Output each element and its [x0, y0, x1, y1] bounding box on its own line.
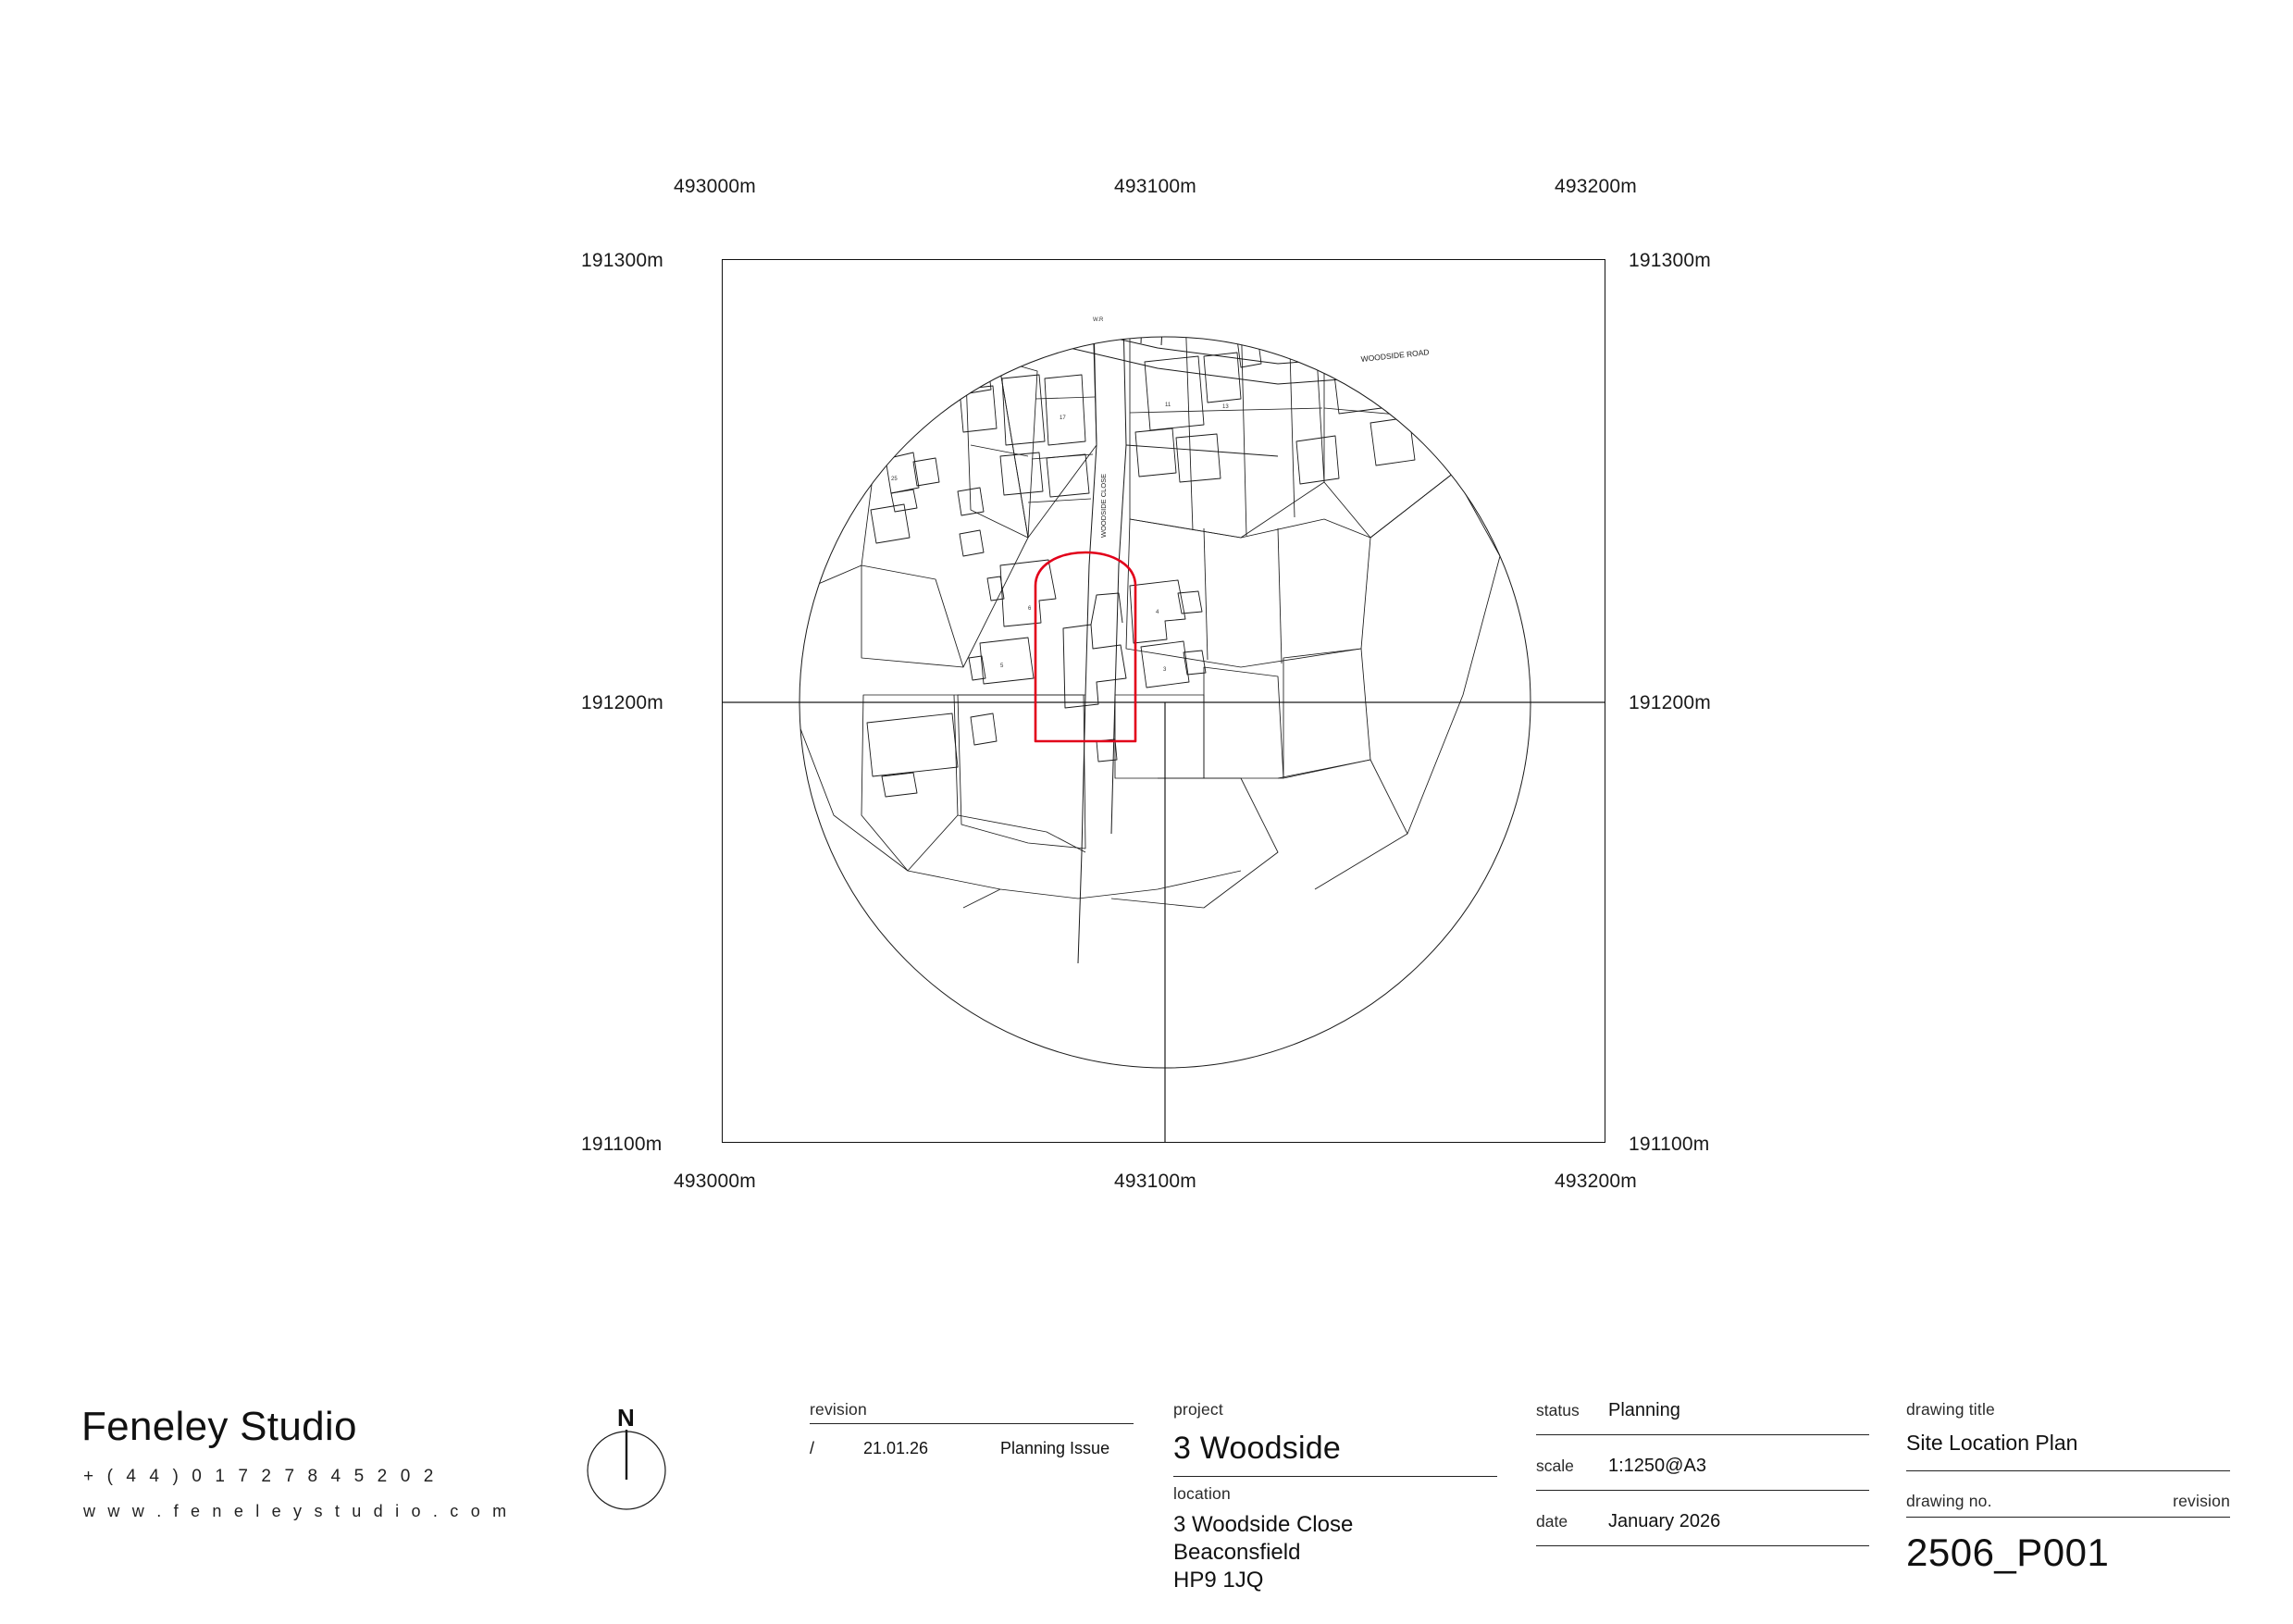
map-plot-number: 6: [1028, 606, 1032, 612]
location-line-2: Beaconsfield: [1173, 1540, 1301, 1565]
site-location-map: [555, 176, 1786, 1240]
grid-label-left-1: 191300m: [581, 250, 663, 271]
map-drawing: [723, 260, 1605, 1142]
drawing-revision-label: revision: [2173, 1492, 2230, 1510]
revision-description: Planning Issue: [1000, 1439, 1110, 1457]
location-label: location: [1173, 1484, 1231, 1503]
map-plot-number: 4: [1156, 610, 1159, 615]
map-plot-number: 13: [1222, 404, 1229, 410]
map-content: [787, 277, 1556, 963]
drawing-title-rule: [1906, 1470, 2230, 1471]
date-value: January 2026: [1608, 1511, 1721, 1531]
status-row: [1536, 1400, 1869, 1421]
grid-label-right-3: 191100m: [1629, 1134, 1710, 1155]
date-row: [1536, 1511, 1869, 1532]
practice-website: w w w . f e n e l e y s t u d i o . c o m: [83, 1502, 511, 1520]
map-plot-number: 3: [1163, 667, 1167, 673]
project-label: project: [1173, 1400, 1223, 1419]
revision-row: [810, 1439, 1134, 1458]
grid-label-top-1: 493000m: [674, 176, 756, 197]
drawing-number-value: 2506_P001: [1906, 1531, 2110, 1574]
map-plot-number: 11: [1165, 403, 1171, 408]
map-plot-number: W.R: [1093, 317, 1104, 323]
revision-label: revision: [810, 1400, 867, 1419]
project-rule: [1173, 1476, 1497, 1477]
map-label-woodside-road: WOODSIDE ROAD: [1360, 347, 1430, 364]
map-plot-number: 5: [1000, 663, 1004, 669]
grid-label-bottom-1: 493000m: [674, 1171, 756, 1192]
scale-row: [1536, 1456, 1869, 1477]
grid-label-left-2: 191200m: [581, 692, 663, 713]
grid-label-left-3: 191100m: [581, 1134, 663, 1155]
status-column: [1536, 1400, 1869, 1546]
map-plot-number: 17: [1060, 415, 1066, 421]
status-value: Planning: [1608, 1400, 1680, 1420]
revision-date: 21.01.26: [863, 1439, 929, 1457]
practice-phone: + ( 4 4 ) 0 1 7 2 7 8 4 5 2 0 2: [83, 1467, 438, 1486]
revision-number: /: [810, 1439, 815, 1457]
status-rule: [1536, 1434, 1869, 1435]
practice-name: Feneley Studio: [81, 1404, 357, 1449]
grid-label-right-2: 191200m: [1629, 692, 1711, 713]
drawing-title-label: drawing title: [1906, 1400, 1995, 1419]
grid-label-top-3: 493200m: [1555, 176, 1637, 197]
north-arrow-letter: N: [617, 1404, 635, 1432]
scale-rule: [1536, 1490, 1869, 1491]
date-rule: [1536, 1545, 1869, 1546]
title-block: [0, 1346, 2293, 1624]
drawing-title-value: Site Location Plan: [1906, 1431, 2078, 1455]
scale-label: scale: [1536, 1457, 1574, 1475]
map-frame: [722, 259, 1605, 1143]
location-line-1: 3 Woodside Close: [1173, 1512, 1354, 1537]
north-arrow: [571, 1404, 682, 1524]
status-label: status: [1536, 1401, 1580, 1419]
drawing-no-label: drawing no.: [1906, 1492, 1992, 1510]
drawing-no-rule: [1906, 1517, 2230, 1518]
scale-value: 1:1250@A3: [1608, 1456, 1706, 1476]
drawing-column: [1906, 1400, 2230, 1575]
grid-label-bottom-3: 493200m: [1555, 1171, 1637, 1192]
grid-label-right-1: 191300m: [1629, 250, 1711, 271]
revision-column: [810, 1400, 1134, 1458]
revision-rule: [810, 1423, 1134, 1424]
grid-label-bottom-2: 493100m: [1114, 1171, 1196, 1192]
map-plot-number: 25: [891, 477, 898, 482]
date-label: date: [1536, 1512, 1568, 1531]
map-label-woodside-close: WOODSIDE CLOSE: [1099, 473, 1108, 538]
drawing-no-row: [1906, 1492, 2230, 1511]
project-column: [1173, 1400, 1497, 1594]
grid-label-top-2: 493100m: [1114, 176, 1196, 197]
location-line-3: HP9 1JQ: [1173, 1568, 1264, 1593]
project-name: 3 Woodside: [1173, 1431, 1341, 1466]
